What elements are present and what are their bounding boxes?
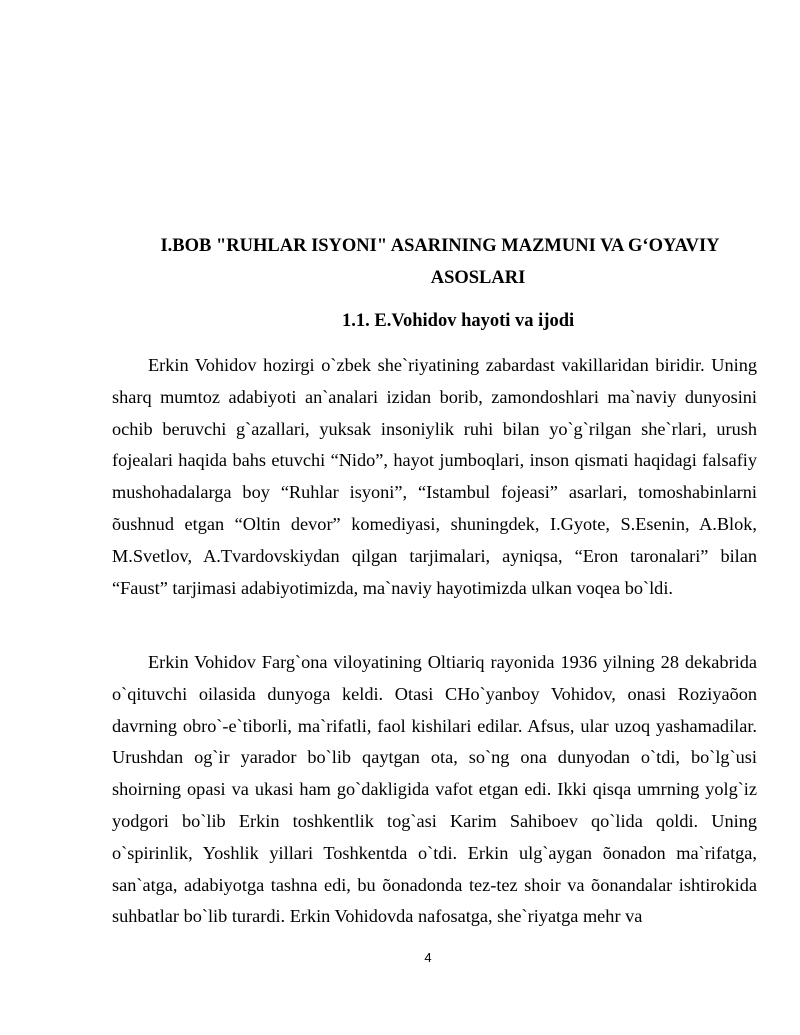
chapter-title-line-1: I.BOB "RUHLAR ISYONI" ASARINING MAZMUNI VA G‘OYAVIY bbox=[160, 236, 720, 256]
chapter-title-line-2: ASOSLARI bbox=[430, 268, 526, 288]
page-number: 4 bbox=[424, 950, 432, 965]
chapter-title bbox=[112, 230, 784, 294]
section-title: 1.1. E.Vohidov hayoti va ijodi bbox=[342, 311, 575, 331]
body-paragraph-1: Erkin Vohidov hozirgi o`zbek she`riyatining zabardast vakillaridan biridir. Uning sharq mumtoz adabiyoti an`analari izidan borib, zamondoshlari ma`naviy dunyosini ochib beruvchi g`azallari, yuksak insoniylik ruhi bilan yo`g`rilgan she`rlari, urush fojealari haqida bahs etuvchi “Nido”, hayot jumboqlari, inson qismati haqidagi falsafiy mushohadalarga boy “Ruhlar isyoni”, “Istambul fojeasi” asarlari, tomoshabinlarni õushnud etgan “Oltin devor” komediyasi, shuningdek, I.Gyote, S.Esenin, A.Blok, M.Svetlov, A.Tvardovskiydan qilgan tarjimalari, ayniqsa, “Eron taronalari” bilan “Faust” tarjimasi adabiyotimizda, ma`naviy hayotimizda ulkan voqea bo`ldi. bbox=[112, 355, 757, 598]
body-paragraph-2: Erkin Vohidov Farg`ona viloyatining Oltiariq rayonida 1936 yilning 28 dekabrida o`qituvchi oilasida dunyoga keldi. Otasi CHo`yanboy Vohidov, onasi Roziyaõon davrning obro`-e`tiborli, ma`rifatli, faol kishilari edilar. Afsus, ular uzoq yashamadilar. Urushdan og`ir yarador bo`lib qaytgan ota, so`ng ona dunyodan o`tdi, bo`lg`usi shoirning opasi va ukasi ham go`dakligida vafot etgan edi. Ikki qisqa umrning yolg`iz yodgori bo`lib Erkin toshkentlik tog`asi Karim Sahiboev qo`lida qoldi. Uning o`spirinlik, Yoshlik yillari Toshkentda o`tdi. Erkin ulg`aygan õonadon ma`rifatga, san`atga, adabiyotga tashna edi, bu õonadonda tez-tez shoir va õonandalar ishtirokida suhbatlar bo`lib turardi. Erkin Vohidovda nafosatga, she`riyatga mehr va bbox=[112, 652, 757, 927]
